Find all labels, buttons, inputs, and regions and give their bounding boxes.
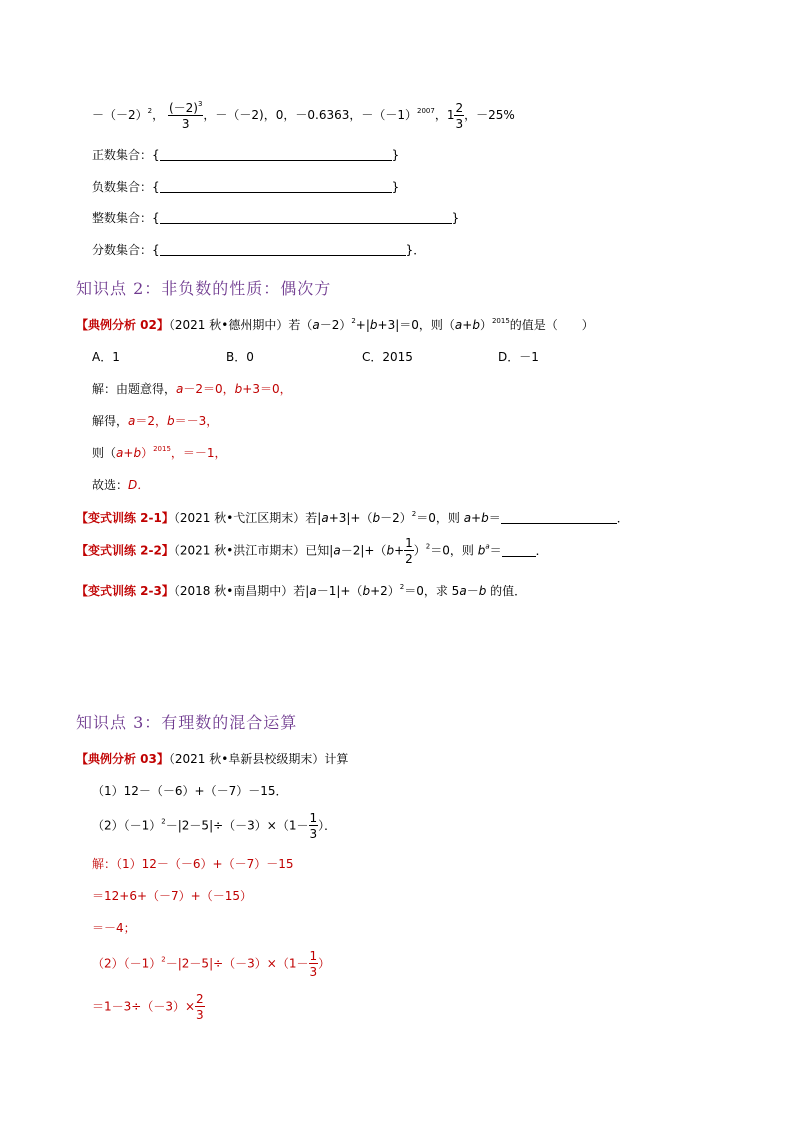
exponent: 2015 [491, 317, 510, 325]
term-end: ，－25% [464, 108, 515, 122]
txt: －2） [319, 318, 352, 332]
section-heading-kp3: 知识点 3：有理数的混合运算 [76, 713, 298, 732]
frac-den: 3 [196, 1008, 204, 1022]
txt: + [471, 511, 482, 525]
var: b [386, 543, 395, 558]
txt: ＝0，则 [416, 511, 464, 525]
txt: ＝ [488, 511, 501, 525]
variant-tag: 【变式训练 2-1】 [76, 511, 174, 525]
term-list: ，－（－2)，0，－0.6363，－（－1） [203, 108, 417, 122]
frac-num: 2 [455, 100, 464, 115]
variant-2-2 [76, 537, 548, 565]
txt: （2018 秋•南昌期中）若| [173, 584, 310, 598]
answer-blank[interactable] [501, 523, 617, 524]
set-label: 正数集合：{ [92, 148, 160, 162]
frac-num: 1 [309, 949, 318, 963]
sol3-line-4 [92, 950, 330, 978]
txt: + [462, 318, 473, 332]
sol3-line-2: ＝12+6+（－7）+（－15） [92, 889, 252, 903]
exponent: 2007 [417, 107, 435, 115]
txt: ） [318, 956, 331, 971]
exponent: 2015 [153, 445, 171, 453]
var: a [333, 543, 341, 558]
set-label: 负数集合：{ [92, 180, 160, 194]
answer-blank[interactable] [160, 255, 406, 256]
set-close: } [451, 211, 460, 225]
txt: （2021 秋•弋江区期末）若| [173, 511, 322, 525]
exponent: 2 [425, 542, 431, 551]
solution-line-1 [92, 380, 292, 397]
var: b [372, 511, 381, 525]
frac-exp: 3 [197, 100, 203, 108]
variant-2-1 [76, 509, 629, 526]
exponent: 2 [161, 955, 166, 964]
exponent: 2 [411, 510, 417, 518]
var: b [472, 318, 480, 332]
sol3-line-1: 解：（1）12－（－6）+（－7）－15 [92, 857, 294, 871]
var: b [477, 543, 486, 558]
var: b [481, 511, 489, 525]
option-a[interactable]: A．1 [92, 350, 120, 364]
frac-num: 1 [405, 536, 413, 550]
txt: +3＝0， [242, 382, 292, 396]
txt: ＝2， [135, 414, 168, 428]
txt: －|2－5|÷（－3）×（1－ [165, 818, 309, 833]
txt: +3|+（ [328, 511, 373, 525]
txt: ＝ [489, 543, 502, 558]
problem-2 [92, 812, 336, 840]
sol3-line-3: ＝－4； [92, 921, 136, 935]
answer-blank[interactable] [502, 556, 536, 557]
txt: ） [479, 318, 492, 332]
fraction-two-thirds [195, 993, 205, 1021]
var: b [234, 382, 243, 396]
var: a [312, 318, 320, 332]
exponent: 2 [147, 107, 153, 115]
example-03-question [76, 750, 348, 767]
solution-line-3 [92, 444, 227, 461]
fraction-one-half [404, 537, 414, 565]
var: b [133, 446, 142, 460]
example-tag: 【典例分析 02】 [76, 318, 169, 332]
frac-num: (－2) [168, 101, 198, 115]
txt: （2021 秋•洪江市期末）已知| [173, 543, 334, 558]
comma: ， [152, 108, 165, 122]
txt: ＝0，求 5 [404, 584, 460, 598]
txt: ）． [318, 818, 337, 833]
txt: 的值． [486, 584, 527, 598]
set-positive [92, 146, 399, 163]
answer-blank[interactable] [160, 223, 452, 224]
frac-den: 2 [405, 552, 413, 566]
txt: ） [141, 446, 154, 460]
txt: －|2－5|÷（－3）×（1－ [165, 956, 309, 971]
fraction-one-third [309, 812, 319, 840]
sol3-line-5 [92, 993, 205, 1021]
example-tag: 【典例分析 03】 [76, 752, 169, 766]
txt: － [466, 584, 479, 598]
sol-label: 解得， [92, 414, 129, 428]
frac-num: 2 [196, 992, 204, 1006]
txt: （2）（－1） [92, 818, 162, 833]
var: b [167, 414, 175, 428]
txt: 的值是（ ） [509, 318, 594, 332]
txt: ． [535, 543, 548, 558]
section-heading-kp2: 知识点 2：非负数的性质：偶次方 [76, 279, 332, 298]
txt: ＝－3， [174, 414, 219, 428]
txt: ） [413, 543, 426, 558]
mixed-int: ，1 [434, 108, 455, 122]
answer: D． [128, 478, 150, 492]
txt: ＝1－3÷（－3）× [92, 999, 196, 1014]
source: （2021 秋•阜新县校级期末）计算 [168, 752, 349, 766]
txt: ＝0，则 [430, 543, 478, 558]
var: a [128, 414, 136, 428]
set-negative [92, 178, 399, 195]
term: －（－2） [92, 108, 148, 122]
var: a [116, 446, 124, 460]
frac-den: 3 [309, 827, 318, 841]
set-close: } [391, 148, 400, 162]
txt: + [394, 543, 405, 558]
exponent: 2 [351, 317, 356, 325]
var: b [369, 318, 378, 332]
var: a [176, 382, 184, 396]
var: a [459, 584, 467, 598]
txt: +| [355, 318, 370, 332]
problem-1: （1）12－（－6）+（－7）－15． [92, 784, 288, 798]
set-fraction [92, 241, 425, 258]
set-integer [92, 209, 459, 226]
frac-den: 3 [181, 117, 190, 131]
solution-line-2 [92, 412, 218, 429]
txt: + [123, 446, 134, 460]
var: a [454, 318, 463, 332]
var: b [478, 584, 487, 598]
var: a [309, 584, 317, 598]
solution-line-4 [92, 476, 149, 493]
fraction-one-third [309, 950, 319, 978]
var: a [463, 511, 472, 525]
option-d[interactable]: D．－1 [498, 350, 539, 364]
exponent: a [485, 542, 490, 551]
var: b [362, 584, 371, 598]
txt: －2|+（ [340, 543, 387, 558]
exponent: 2 [399, 583, 405, 591]
sol-label: 解：由题意得， [92, 382, 177, 396]
example-02-question [76, 316, 594, 333]
txt: ，＝－1， [170, 446, 227, 460]
set-label: 分数集合：{ [92, 243, 160, 257]
frac-den: 3 [309, 965, 318, 979]
txt: －2＝0， [183, 382, 235, 396]
txt: （2）（－1） [92, 956, 162, 971]
option-c[interactable]: C．2015 [362, 350, 413, 364]
fraction-two-thirds [454, 102, 464, 130]
set-label: 整数集合：{ [92, 211, 160, 225]
txt: +2） [370, 584, 400, 598]
txt: －1|+（ [316, 584, 363, 598]
frac-num: 1 [309, 811, 318, 825]
txt: －2） [380, 511, 412, 525]
set-close: } [391, 180, 400, 194]
fraction-neg2-cubed-over-3 [168, 101, 203, 130]
txt: +3|＝0，则（ [377, 318, 455, 332]
var: a [321, 511, 329, 525]
sol-label: 则（ [92, 446, 117, 460]
answer-blank[interactable] [160, 192, 392, 193]
answer-blank[interactable] [160, 160, 392, 161]
option-b[interactable]: B．0 [226, 350, 254, 364]
frac-den: 3 [455, 116, 464, 131]
txt: ． [616, 511, 629, 525]
source: （2021 秋•德州期中）若（ [168, 318, 313, 332]
exponent: 2 [161, 817, 166, 826]
variant-tag: 【变式训练 2-2】 [76, 543, 174, 558]
variant-2-3 [76, 582, 526, 599]
variant-tag: 【变式训练 2-3】 [76, 584, 174, 598]
set-close: }． [405, 243, 426, 257]
number-list-line [92, 101, 515, 130]
sol-label: 故选： [92, 478, 129, 492]
